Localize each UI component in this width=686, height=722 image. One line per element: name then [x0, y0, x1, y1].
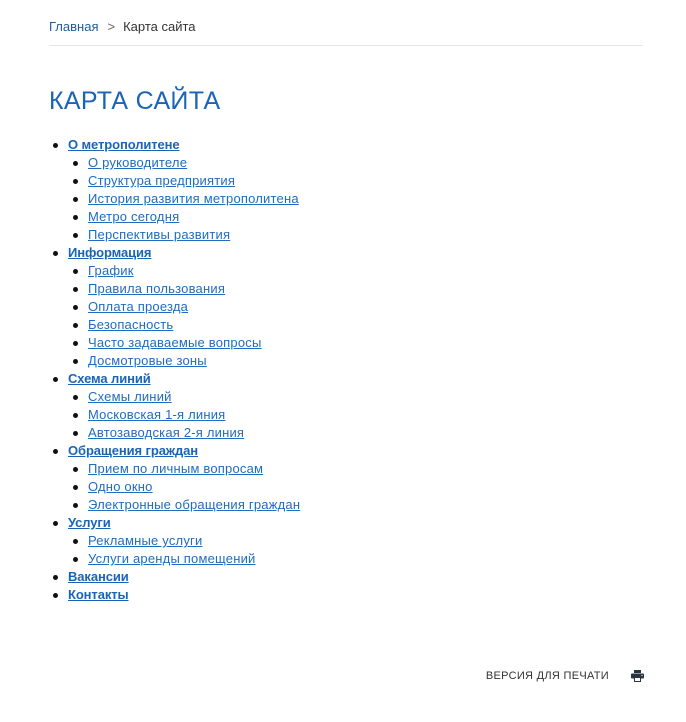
- sitemap-sublist: [68, 532, 609, 568]
- sitemap-subitem-link[interactable]: Часто задаваемые вопросы: [88, 335, 262, 350]
- sitemap-subitem: [68, 388, 609, 406]
- sitemap-subitem-link[interactable]: Метро сегодня: [88, 209, 180, 224]
- sitemap-sublist: [68, 262, 609, 370]
- sitemap-subitem: [68, 532, 609, 550]
- breadcrumb-separator: >: [107, 19, 116, 34]
- sitemap-subitem-link[interactable]: Правила пользования: [88, 281, 226, 296]
- breadcrumb-current: Карта сайта: [123, 19, 196, 34]
- sitemap-subitem: [68, 460, 609, 478]
- sitemap-subitem-link[interactable]: График: [88, 263, 134, 278]
- sitemap-subitem: [68, 172, 609, 190]
- sitemap-subitem: [68, 424, 609, 442]
- sitemap-sublist: [68, 154, 609, 244]
- sitemap-subitem: [68, 280, 609, 298]
- sitemap-subitem: [68, 298, 609, 316]
- breadcrumb: [49, 19, 643, 46]
- sitemap-subitem-link[interactable]: Схемы линий: [88, 389, 172, 404]
- sitemap-subitem-link[interactable]: Перспективы развития: [88, 227, 231, 242]
- sitemap-section-link[interactable]: О метрополитене: [68, 137, 180, 152]
- sitemap-subitem-link[interactable]: Московская 1-я линия: [88, 407, 226, 422]
- sitemap-subitem: [68, 550, 609, 568]
- sitemap-subitem: [68, 226, 609, 244]
- sitemap-sublist: [68, 388, 609, 442]
- sitemap-subitem: [68, 406, 609, 424]
- sitemap-subitem: [68, 262, 609, 280]
- sitemap-section: [49, 568, 609, 586]
- page-title: КАРТА САЙТА: [49, 87, 221, 115]
- sitemap-subitem: [68, 208, 609, 226]
- breadcrumb-home-link[interactable]: Главная: [49, 19, 99, 34]
- sitemap-section: [49, 514, 609, 568]
- sitemap-subitem: [68, 316, 609, 334]
- sitemap-section: [49, 586, 609, 604]
- sitemap-subitem-link[interactable]: Досмотровые зоны: [88, 353, 207, 368]
- sitemap-subitem: [68, 496, 609, 514]
- sitemap-section-link[interactable]: Информация: [68, 245, 152, 260]
- sitemap-section-link[interactable]: Вакансии: [68, 569, 129, 584]
- sitemap-section-link[interactable]: Обращения граждан: [68, 443, 198, 458]
- sitemap-sublist: [68, 460, 609, 514]
- printer-icon: [631, 670, 644, 682]
- sitemap-subitem: [68, 478, 609, 496]
- sitemap-list: [49, 136, 609, 604]
- sitemap-section-link[interactable]: Услуги: [68, 515, 111, 530]
- sitemap-subitem-link[interactable]: Прием по личным вопросам: [88, 461, 264, 476]
- sitemap-subitem: [68, 154, 609, 172]
- sitemap-section: [49, 442, 609, 514]
- sitemap-subitem-link[interactable]: Электронные обращения граждан: [88, 497, 301, 512]
- sitemap-subitem-link[interactable]: Одно окно: [88, 479, 153, 494]
- sitemap-subitem: [68, 190, 609, 208]
- sitemap-subitem-link[interactable]: История развития метрополитена: [88, 191, 299, 206]
- print-version-label: ВЕРСИЯ ДЛЯ ПЕЧАТИ: [485, 670, 609, 682]
- sitemap-subitem-link[interactable]: Оплата проезда: [88, 299, 189, 314]
- print-version-link[interactable]: [486, 670, 644, 682]
- sitemap-subitem-link[interactable]: Услуги аренды помещений: [88, 551, 256, 566]
- sitemap-subitem-link[interactable]: Безопасность: [88, 317, 174, 332]
- sitemap-subitem-link[interactable]: Рекламные услуги: [88, 533, 203, 548]
- sitemap-subitem: [68, 334, 609, 352]
- sitemap-section: [49, 370, 609, 442]
- sitemap-subitem-link[interactable]: О руководителе: [88, 155, 188, 170]
- sitemap-section-link[interactable]: Контакты: [68, 587, 129, 602]
- sitemap-section: [49, 136, 609, 244]
- sitemap-subitem-link[interactable]: Структура предприятия: [88, 173, 236, 188]
- sitemap-subitem-link[interactable]: Автозаводская 2-я линия: [88, 425, 245, 440]
- sitemap-subitem: [68, 352, 609, 370]
- sitemap-section-link[interactable]: Схема линий: [68, 371, 151, 386]
- sitemap-section: [49, 244, 609, 370]
